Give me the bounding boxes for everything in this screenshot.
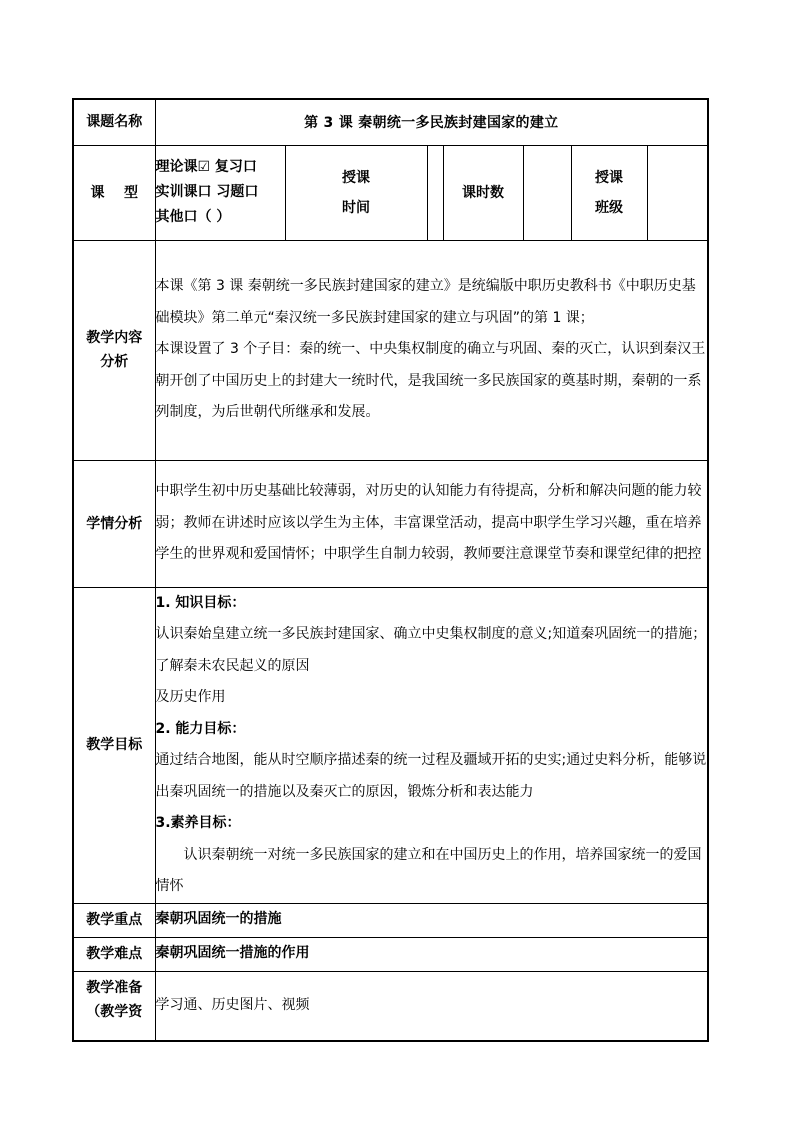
- student-analysis-label: 学情分析: [73, 460, 155, 587]
- difficulty-text: 秦朝巩固统一措施的作用: [155, 937, 708, 971]
- ability-goal-text: 通过结合地图，能从时空顺序描述秦的统一过程及疆域开拓的史实;通过史料分析，能够说出秦巩固统一的措施以及秦灭亡的原因，锻炼分析和表达能力: [155, 752, 707, 800]
- lesson-title: 第 3 课 秦朝统一多民族封建国家的建立: [155, 99, 708, 145]
- prep-row: [73, 971, 708, 1041]
- content-paragraph: 本课设置了 3 个子目：秦的统一、中央集权制度的确立与巩固、秦的灭亡，认识到秦汉王朝开创了中国历史上的封建大一统时代，是我国统一多民族国家的奠基时期，秦朝的一系列制度，为后世朝代所继承和发展。: [155, 341, 706, 421]
- content-analysis-label: 教学内容 分析: [73, 240, 155, 460]
- difficulty-row: [73, 937, 708, 971]
- content-paragraph: 本课《第 3 课 秦朝统一多民族封建国家的建立》是统编版中职历史教科书《中职历史基础模块》第二单元“秦汉统一多民族封建国家的建立与巩固”的第 1 课；: [155, 278, 696, 326]
- content-analysis-text: [155, 240, 708, 460]
- type-label: 课 型: [73, 145, 155, 240]
- hours-value: [523, 145, 571, 240]
- content-row: [73, 240, 708, 460]
- course-type-option: 实训课口 习题口: [155, 184, 259, 200]
- course-type-option: 其他口（ ）: [155, 209, 231, 225]
- class-label: 授课 班级: [571, 145, 647, 240]
- prep-text: 学习通、历史图片、视频: [155, 971, 708, 1041]
- class-value: [647, 145, 708, 240]
- lesson-plan-table: [72, 98, 709, 1042]
- literacy-goal-heading: 3.素养目标：: [155, 815, 241, 831]
- students-row: [73, 460, 708, 587]
- title-row: [73, 99, 708, 145]
- type-row: [73, 145, 708, 240]
- prep-label: 教学准备 （教学资: [73, 971, 155, 1041]
- knowledge-goal-text: 认识秦始皇建立统一多民族封建国家、确立中史集权制度的意义;知道秦巩固统一的措施；了解秦未农民起义的原因: [155, 626, 707, 674]
- knowledge-goal-text-continued: 及历史作用: [155, 689, 226, 705]
- focus-text: 秦朝巩固统一的措施: [155, 903, 708, 937]
- course-type-option: 理论课☑ 复习口: [155, 159, 257, 175]
- focus-label: 教学重点: [73, 903, 155, 937]
- goals-label: 教学目标: [73, 587, 155, 903]
- student-analysis-text: 中职学生初中历史基础比较薄弱，对历史的认知能力有待提高，分析和解决问题的能力较弱；教师在讲述时应该以学生为主体，丰富课堂活动，提高中职学生学习兴趣，重在培养学生的世界观和爱国情怀；中职学生自制力较弱，教师要注意课堂节奏和课堂纪律的把控: [155, 460, 708, 587]
- goals-row: [73, 587, 708, 903]
- ability-goal-heading: 2. 能力目标：: [155, 720, 246, 737]
- literacy-goal-text: 认识秦朝统一对统一多民族国家的建立和在中国历史上的作用，培养国家统一的爱国情怀: [155, 846, 702, 894]
- goals-text: [155, 587, 708, 903]
- course-type-options: [155, 145, 285, 240]
- teaching-time-value: [427, 145, 443, 240]
- title-label: 课题名称: [73, 99, 155, 145]
- focus-row: [73, 903, 708, 937]
- knowledge-goal-heading: 1. 知识目标：: [155, 594, 246, 611]
- hours-label: 课时数: [443, 145, 523, 240]
- difficulty-label: 教学难点: [73, 937, 155, 971]
- teaching-time-label: 授课 时间: [285, 145, 427, 240]
